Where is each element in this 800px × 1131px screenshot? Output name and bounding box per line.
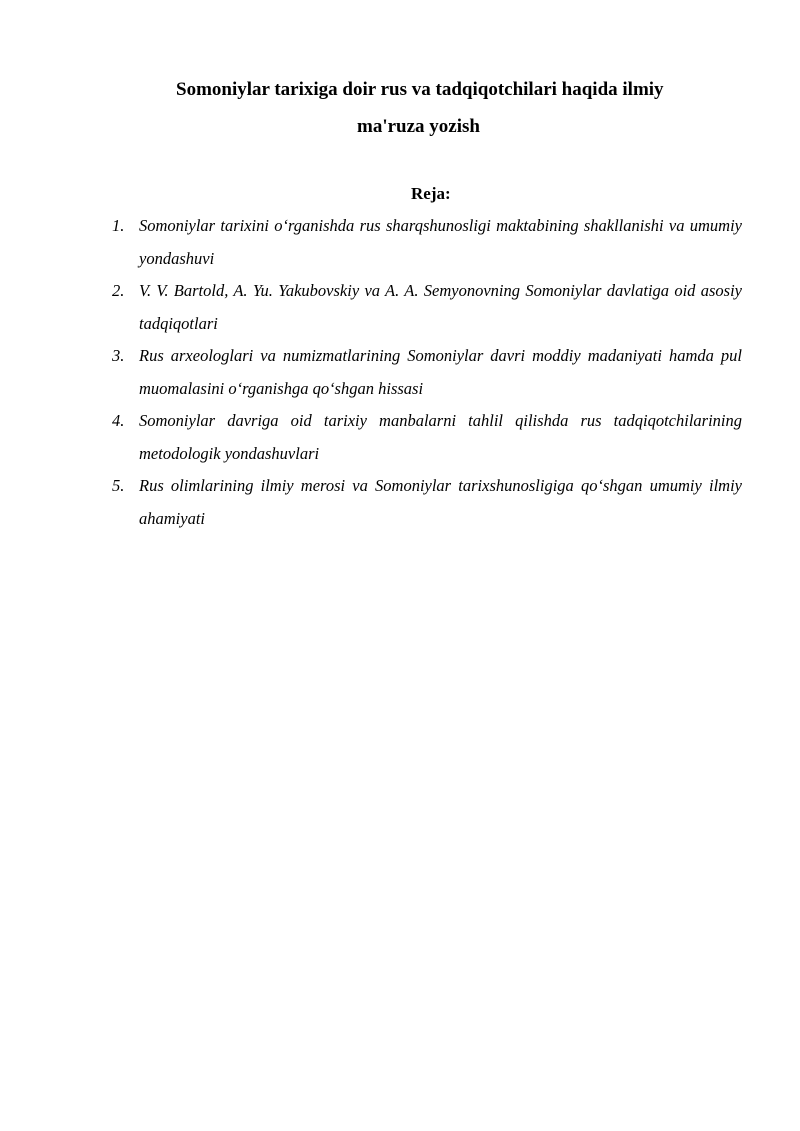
plan-item-text: V. V. Bartold, A. Yu. Yakubovskiy va A. A. Semyonovning Somoniylar davlatiga oid asosiy tadqiqotlari [139, 281, 742, 333]
plan-item-text: Somoniylar davriga oid tarixiy manbalarni tahlil qilishda rus tadqiqotchilarining metodologik yondashuvlari [139, 411, 742, 463]
plan-item-3 [112, 340, 742, 405]
plan-item-2 [112, 275, 742, 340]
document-title-line-1: Somoniylar tarixiga doir rus va tadqiqotchilari haqida ilmiy [176, 79, 664, 100]
plan-heading: Reja: [411, 184, 451, 203]
plan-item-4 [112, 405, 742, 470]
plan-item-text: Rus olimlarining ilmiy merosi va Somoniylar tarixshunosligiga qo‘shgan umumiy ilmiy ahamiyati [139, 476, 742, 528]
plan-item-text: Rus arxeologlari va numizmatlarining Somoniylar davri moddiy madaniyati hamda pul muomalasini o‘rganishga qo‘shgan hissasi [139, 346, 742, 398]
document-title-line-2: ma'ruza yozish [357, 116, 480, 137]
plan-item-number: 2. [112, 281, 125, 300]
plan-item-number: 3. [112, 346, 125, 365]
plan-list [112, 210, 742, 535]
plan-item-5 [112, 470, 742, 535]
plan-item-number: 1. [112, 216, 125, 235]
plan-item-1 [112, 210, 742, 275]
plan-item-number: 4. [112, 411, 125, 430]
plan-item-number: 5. [112, 476, 125, 495]
plan-item-text: Somoniylar tarixini o‘rganishda rus sharqshunosligi maktabining shakllanishi va umumiy yondashuvi [139, 216, 742, 268]
